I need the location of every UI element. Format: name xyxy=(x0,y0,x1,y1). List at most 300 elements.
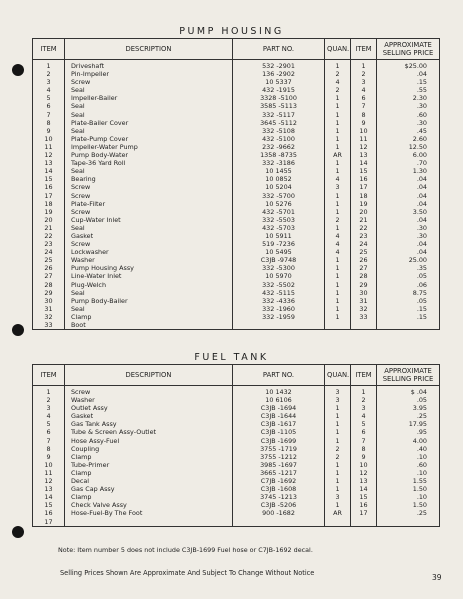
cell-price: .05 xyxy=(377,396,440,404)
table-row xyxy=(33,119,440,127)
cell-price: 25.00 xyxy=(377,256,440,264)
cell-item-number-2: 7 xyxy=(351,102,377,110)
cell-price: 4.00 xyxy=(377,437,440,445)
table-row xyxy=(33,297,440,305)
cell-price: $25.00 xyxy=(377,60,440,71)
cell-quantity: 1 xyxy=(325,485,351,493)
cell-description: Gasket xyxy=(65,412,233,420)
cell-quantity: 1 xyxy=(325,469,351,477)
cell-part-number: 3745 -1213 xyxy=(233,493,325,501)
cell-quantity: 1 xyxy=(325,127,351,135)
cell-price: 2.30 xyxy=(377,94,440,102)
cell-description: Seal xyxy=(65,305,233,313)
cell-item-number: 33 xyxy=(33,321,65,330)
cell-item-number: 32 xyxy=(33,313,65,321)
table-header-row xyxy=(33,365,440,386)
cell-description: Decal xyxy=(65,477,233,485)
cell-item-number: 29 xyxy=(33,289,65,297)
cell-part-number: C3JB -1608 xyxy=(233,485,325,493)
cell-item-number-2: 14 xyxy=(351,485,377,493)
table-row xyxy=(33,453,440,461)
cell-item-number-2: 31 xyxy=(351,297,377,305)
cell-part-number: 10 6106 xyxy=(233,396,325,404)
cell-quantity: 1 xyxy=(325,264,351,272)
cell-item-number: 3 xyxy=(33,78,65,86)
cell-item-number: 6 xyxy=(33,102,65,110)
cell-item-number-2: 17 xyxy=(351,183,377,191)
cell-part-number: 3755 -1212 xyxy=(233,453,325,461)
cell-price: 3.50 xyxy=(377,208,440,216)
cell-description: Washer xyxy=(65,396,233,404)
cell-part-number: 10 5204 xyxy=(233,183,325,191)
table-row xyxy=(33,313,440,321)
cell-item-number-2: 29 xyxy=(351,281,377,289)
cell-part-number: C3JB -5206 xyxy=(233,501,325,509)
cell-description: Line-Water Inlet xyxy=(65,272,233,280)
cell-part-number: 10 5970 xyxy=(233,272,325,280)
cell-part-number: 432 -5703 xyxy=(233,224,325,232)
table-row xyxy=(33,127,440,135)
table-row xyxy=(33,208,440,216)
col-header-item: ITEM xyxy=(33,39,65,60)
binder-hole xyxy=(12,526,24,538)
fuel-tank-note: Note: Item number 5 does not include C3JB-1699 Fuel hose or C7JB-1692 decal. xyxy=(58,546,313,554)
cell-item-number-2: 4 xyxy=(351,86,377,94)
table-row xyxy=(33,135,440,143)
col-header-quan: QUAN. xyxy=(325,39,351,60)
cell-part-number: C3JB -1617 xyxy=(233,420,325,428)
cell-item-number: 30 xyxy=(33,297,65,305)
cell-quantity: 1 xyxy=(325,94,351,102)
cell-item-number: 9 xyxy=(33,127,65,135)
table-row xyxy=(33,412,440,420)
cell-part-number: 10 1455 xyxy=(233,167,325,175)
cell-price: 1.55 xyxy=(377,477,440,485)
cell-price: 1.30 xyxy=(377,167,440,175)
cell-item-number: 1 xyxy=(33,386,65,397)
cell-description: Driveshaft xyxy=(65,60,233,71)
table-row xyxy=(33,518,440,527)
cell-quantity: 3 xyxy=(325,493,351,501)
cell-part-number: 332 -5700 xyxy=(233,192,325,200)
cell-quantity: 1 xyxy=(325,420,351,428)
cell-price: 3.95 xyxy=(377,404,440,412)
cell-description: Bearing xyxy=(65,175,233,183)
fuel-tank-table xyxy=(32,364,440,527)
cell-item-number-2: 6 xyxy=(351,94,377,102)
cell-price: .15 xyxy=(377,313,440,321)
cell-description: Coupling xyxy=(65,445,233,453)
cell-part-number: C3JB -9748 xyxy=(233,256,325,264)
table-row xyxy=(33,192,440,200)
cell-item-number: 2 xyxy=(33,70,65,78)
cell-price: .05 xyxy=(377,272,440,280)
table-row xyxy=(33,477,440,485)
cell-quantity: 1 xyxy=(325,135,351,143)
cell-item-number-2: 7 xyxy=(351,437,377,445)
cell-item-number-2: 17 xyxy=(351,509,377,517)
table-row xyxy=(33,60,440,71)
cell-item-number: 4 xyxy=(33,412,65,420)
table-row xyxy=(33,240,440,248)
cell-item-number-2: 30 xyxy=(351,289,377,297)
cell-price: .04 xyxy=(377,192,440,200)
pump-housing-rows xyxy=(33,60,440,330)
cell-item-number: 14 xyxy=(33,493,65,501)
cell-quantity: 2 xyxy=(325,86,351,94)
cell-price: .60 xyxy=(377,111,440,119)
cell-description: Pump Body-Water xyxy=(65,151,233,159)
cell-item-number: 14 xyxy=(33,167,65,175)
cell-quantity: 1 xyxy=(325,102,351,110)
cell-item-number: 27 xyxy=(33,272,65,280)
cell-quantity: 1 xyxy=(325,297,351,305)
cell-part-number: 332 -5108 xyxy=(233,127,325,135)
cell-description: Clamp xyxy=(65,453,233,461)
cell-quantity: 1 xyxy=(325,404,351,412)
cell-description: Clamp xyxy=(65,313,233,321)
cell-price: .25 xyxy=(377,412,440,420)
cell-price: .30 xyxy=(377,119,440,127)
cell-part-number: 10 0852 xyxy=(233,175,325,183)
cell-quantity xyxy=(325,518,351,527)
table-row xyxy=(33,216,440,224)
cell-item-number: 12 xyxy=(33,477,65,485)
table-row xyxy=(33,86,440,94)
cell-price: .10 xyxy=(377,469,440,477)
cell-item-number-2: 19 xyxy=(351,200,377,208)
cell-quantity xyxy=(325,321,351,330)
cell-part-number: 332 -1959 xyxy=(233,313,325,321)
cell-description: Seal xyxy=(65,102,233,110)
cell-quantity: 4 xyxy=(325,232,351,240)
cell-item-number: 19 xyxy=(33,208,65,216)
cell-part-number: 332 -5117 xyxy=(233,111,325,119)
cell-price: .15 xyxy=(377,305,440,313)
table-row xyxy=(33,272,440,280)
cell-price: .04 xyxy=(377,200,440,208)
cell-quantity: 1 xyxy=(325,200,351,208)
cell-part-number: 332 -4336 xyxy=(233,297,325,305)
cell-item-number: 13 xyxy=(33,159,65,167)
cell-quantity: 3 xyxy=(325,386,351,397)
cell-item-number: 17 xyxy=(33,192,65,200)
cell-quantity: 1 xyxy=(325,461,351,469)
cell-item-number-2: 22 xyxy=(351,224,377,232)
cell-description: Gasket xyxy=(65,232,233,240)
cell-description: Pump Housing Assy xyxy=(65,264,233,272)
cell-description: Gas Cap Assy xyxy=(65,485,233,493)
cell-price: 17.95 xyxy=(377,420,440,428)
cell-item-number: 5 xyxy=(33,420,65,428)
col-header-item: ITEM xyxy=(33,365,65,386)
cell-description: Gas Tank Assy xyxy=(65,420,233,428)
cell-part-number: 3645 -5112 xyxy=(233,119,325,127)
table-row xyxy=(33,386,440,397)
table-row xyxy=(33,493,440,501)
cell-quantity: 1 xyxy=(325,412,351,420)
table-row xyxy=(33,256,440,264)
cell-price: 12.50 xyxy=(377,143,440,151)
cell-description: Boot xyxy=(65,321,233,330)
binder-hole xyxy=(12,64,24,76)
cell-quantity: 1 xyxy=(325,192,351,200)
cell-description: Lockwasher xyxy=(65,248,233,256)
table-row xyxy=(33,167,440,175)
table-row xyxy=(33,445,440,453)
cell-item-number: 31 xyxy=(33,305,65,313)
cell-description: Screw xyxy=(65,386,233,397)
cell-item-number: 24 xyxy=(33,248,65,256)
cell-price: .04 xyxy=(377,240,440,248)
cell-description: Seal xyxy=(65,167,233,175)
cell-quantity: 1 xyxy=(325,224,351,232)
cell-part-number: C3JB -1699 xyxy=(233,437,325,445)
cell-description: Screw xyxy=(65,192,233,200)
cell-quantity: 1 xyxy=(325,167,351,175)
cell-item-number: 11 xyxy=(33,143,65,151)
col-header-item-2: ITEM xyxy=(351,365,377,386)
cell-item-number: 15 xyxy=(33,501,65,509)
cell-item-number-2: 24 xyxy=(351,240,377,248)
cell-item-number: 16 xyxy=(33,183,65,191)
cell-description: Plate-Pump Cover xyxy=(65,135,233,143)
cell-quantity: 4 xyxy=(325,248,351,256)
cell-item-number-2: 16 xyxy=(351,175,377,183)
cell-item-number-2: 32 xyxy=(351,305,377,313)
cell-price: .06 xyxy=(377,281,440,289)
table-row xyxy=(33,281,440,289)
cell-description: Plate-Bailer Cover xyxy=(65,119,233,127)
cell-part-number: 10 1432 xyxy=(233,386,325,397)
cell-item-number: 1 xyxy=(33,60,65,71)
cell-part-number: C3JB -1105 xyxy=(233,428,325,436)
cell-quantity: AR xyxy=(325,509,351,517)
cell-part-number: 3665 -1217 xyxy=(233,469,325,477)
cell-part-number: 3328 -5100 xyxy=(233,94,325,102)
cell-item-number: 10 xyxy=(33,461,65,469)
cell-quantity: 1 xyxy=(325,143,351,151)
cell-description: Seal xyxy=(65,86,233,94)
cell-item-number-2: 9 xyxy=(351,453,377,461)
table-row xyxy=(33,420,440,428)
cell-part-number: 332 -5503 xyxy=(233,216,325,224)
cell-item-number-2: 1 xyxy=(351,60,377,71)
cell-item-number-2: 33 xyxy=(351,313,377,321)
cell-price: 8.75 xyxy=(377,289,440,297)
cell-item-number: 26 xyxy=(33,264,65,272)
binder-hole xyxy=(12,324,24,336)
cell-item-number: 2 xyxy=(33,396,65,404)
cell-part-number: 10 5911 xyxy=(233,232,325,240)
cell-item-number-2: 13 xyxy=(351,151,377,159)
table-row xyxy=(33,102,440,110)
cell-description: Screw xyxy=(65,78,233,86)
cell-description: Screw xyxy=(65,208,233,216)
table-row xyxy=(33,485,440,493)
cell-price: $ .04 xyxy=(377,386,440,397)
cell-part-number: 3985 -1697 xyxy=(233,461,325,469)
cell-price: .40 xyxy=(377,445,440,453)
cell-description: Seal xyxy=(65,127,233,135)
cell-price: .04 xyxy=(377,183,440,191)
cell-item-number-2: 8 xyxy=(351,111,377,119)
cell-quantity: 1 xyxy=(325,477,351,485)
cell-item-number-2: 23 xyxy=(351,232,377,240)
cell-description: Impeller-Water Pump xyxy=(65,143,233,151)
cell-description: Hose Assy-Fuel xyxy=(65,437,233,445)
cell-part-number: C3JB -1694 xyxy=(233,404,325,412)
col-header-quan: QUAN. xyxy=(325,365,351,386)
cell-price: .04 xyxy=(377,175,440,183)
cell-item-number-2: 4 xyxy=(351,412,377,420)
cell-price: .10 xyxy=(377,453,440,461)
cell-part-number: 432 -5115 xyxy=(233,289,325,297)
cell-quantity: 4 xyxy=(325,78,351,86)
cell-part-number xyxy=(233,321,325,330)
cell-price xyxy=(377,321,440,330)
table-row xyxy=(33,183,440,191)
table-row xyxy=(33,94,440,102)
cell-quantity: 1 xyxy=(325,428,351,436)
cell-item-number-2: 21 xyxy=(351,216,377,224)
cell-part-number: 332 -5502 xyxy=(233,281,325,289)
fuel-tank-rows xyxy=(33,386,440,527)
cell-item-number: 3 xyxy=(33,404,65,412)
cell-description: Seal xyxy=(65,111,233,119)
cell-description: Tube-Primer xyxy=(65,461,233,469)
cell-description: Seal xyxy=(65,224,233,232)
cell-quantity: 2 xyxy=(325,216,351,224)
cell-item-number: 17 xyxy=(33,518,65,527)
cell-quantity: 1 xyxy=(325,256,351,264)
cell-item-number-2: 6 xyxy=(351,428,377,436)
cell-price: 6.00 xyxy=(377,151,440,159)
cell-price: .04 xyxy=(377,216,440,224)
table-row xyxy=(33,175,440,183)
table-row xyxy=(33,143,440,151)
cell-quantity: 1 xyxy=(325,272,351,280)
cell-quantity: 1 xyxy=(325,501,351,509)
cell-item-number: 15 xyxy=(33,175,65,183)
cell-item-number: 23 xyxy=(33,240,65,248)
cell-part-number: 332 -3186 xyxy=(233,159,325,167)
cell-description: Outlet Assy xyxy=(65,404,233,412)
cell-quantity: 1 xyxy=(325,111,351,119)
cell-price: .35 xyxy=(377,264,440,272)
cell-item-number: 6 xyxy=(33,428,65,436)
cell-description: Pin-Impeller xyxy=(65,70,233,78)
table-row xyxy=(33,159,440,167)
cell-item-number-2 xyxy=(351,321,377,330)
cell-quantity: 1 xyxy=(325,313,351,321)
cell-item-number: 7 xyxy=(33,437,65,445)
cell-description: Tube & Screen Assy-Outlet xyxy=(65,428,233,436)
table-row xyxy=(33,501,440,509)
cell-description: Washer xyxy=(65,256,233,264)
cell-description: Impeller-Bailer xyxy=(65,94,233,102)
table-row xyxy=(33,264,440,272)
cell-item-number-2: 3 xyxy=(351,78,377,86)
cell-price: 2.60 xyxy=(377,135,440,143)
cell-part-number: C3JB -1644 xyxy=(233,412,325,420)
cell-item-number: 28 xyxy=(33,281,65,289)
cell-item-number-2: 28 xyxy=(351,272,377,280)
cell-part-number: 3585 -5113 xyxy=(233,102,325,110)
cell-description: Plug-Welch xyxy=(65,281,233,289)
cell-item-number: 18 xyxy=(33,200,65,208)
cell-part-number: 10 5337 xyxy=(233,78,325,86)
cell-description: Screw xyxy=(65,240,233,248)
cell-item-number-2: 25 xyxy=(351,248,377,256)
cell-description: Hose-Fuel-By The Foot xyxy=(65,509,233,517)
cell-part-number: 10 5495 xyxy=(233,248,325,256)
cell-item-number-2: 27 xyxy=(351,264,377,272)
cell-item-number-2: 12 xyxy=(351,143,377,151)
cell-description: Check Valve Assy xyxy=(65,501,233,509)
table-row xyxy=(33,321,440,330)
cell-price: .25 xyxy=(377,509,440,517)
table-row xyxy=(33,437,440,445)
cell-item-number-2: 2 xyxy=(351,70,377,78)
table-row xyxy=(33,289,440,297)
cell-quantity: 1 xyxy=(325,437,351,445)
cell-price: .95 xyxy=(377,428,440,436)
table-row xyxy=(33,509,440,517)
fuel-tank-title: FUEL TANK xyxy=(194,352,269,363)
col-header-description: DESCRIPTION xyxy=(65,39,233,60)
col-header-part-no: PART NO. xyxy=(233,365,325,386)
table-row xyxy=(33,404,440,412)
table-row xyxy=(33,428,440,436)
cell-description: Seal xyxy=(65,289,233,297)
cell-item-number-2: 13 xyxy=(351,477,377,485)
cell-description: Plate-Filter xyxy=(65,200,233,208)
table-row xyxy=(33,224,440,232)
cell-description: Tape-36 Yard Roll xyxy=(65,159,233,167)
cell-quantity: 1 xyxy=(325,281,351,289)
price-disclaimer: Selling Prices Shown Are Approximate And Subject To Change Without Notice xyxy=(60,569,315,577)
cell-item-number-2: 5 xyxy=(351,420,377,428)
cell-item-number-2: 16 xyxy=(351,501,377,509)
cell-item-number-2: 26 xyxy=(351,256,377,264)
cell-item-number: 21 xyxy=(33,224,65,232)
cell-item-number-2: 10 xyxy=(351,461,377,469)
cell-part-number: 432 -5100 xyxy=(233,135,325,143)
cell-item-number-2: 14 xyxy=(351,159,377,167)
cell-quantity: 1 xyxy=(325,208,351,216)
cell-part-number: 3755 -1719 xyxy=(233,445,325,453)
cell-part-number: 232 -9662 xyxy=(233,143,325,151)
cell-quantity: 4 xyxy=(325,175,351,183)
cell-item-number: 7 xyxy=(33,111,65,119)
cell-item-number-2: 3 xyxy=(351,404,377,412)
cell-part-number xyxy=(233,518,325,527)
cell-item-number: 9 xyxy=(33,453,65,461)
cell-part-number: 432 -5701 xyxy=(233,208,325,216)
cell-quantity: 2 xyxy=(325,453,351,461)
table-row xyxy=(33,305,440,313)
cell-item-number: 11 xyxy=(33,469,65,477)
pump-housing-title: PUMP HOUSING xyxy=(179,26,284,37)
cell-quantity: 1 xyxy=(325,119,351,127)
cell-price: .70 xyxy=(377,159,440,167)
cell-part-number: 900 -1682 xyxy=(233,509,325,517)
cell-price xyxy=(377,518,440,527)
col-header-price: APPROXIMATE SELLING PRICE xyxy=(377,365,440,386)
cell-part-number: 519 -7236 xyxy=(233,240,325,248)
cell-part-number: 432 -1915 xyxy=(233,86,325,94)
